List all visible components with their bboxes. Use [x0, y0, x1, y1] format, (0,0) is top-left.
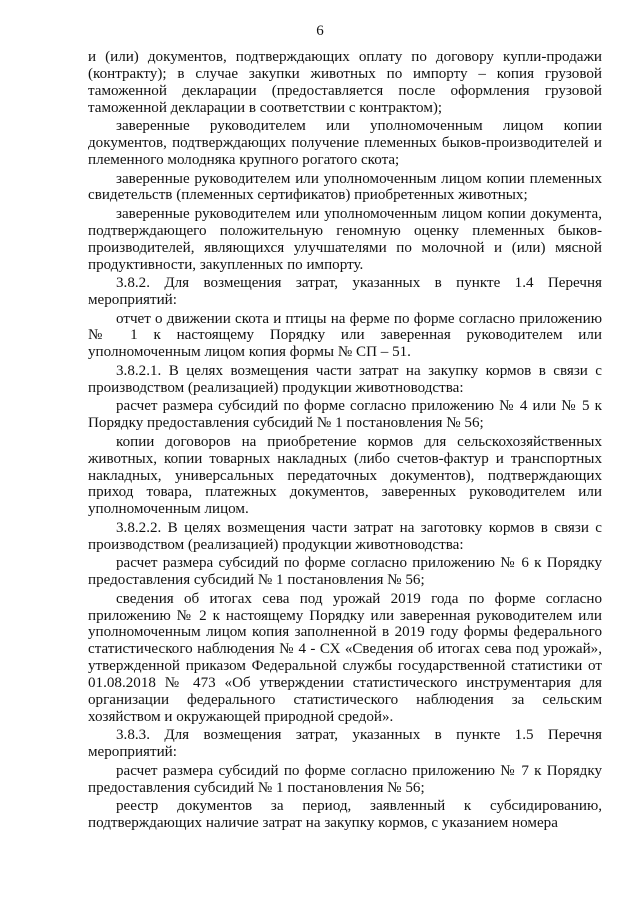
clause-3-8-2: 3.8.2. Для возмещения затрат, указанных в пункте 1.4 Перечня мероприятий: [88, 275, 602, 309]
paragraph: расчет размера субсидий по форме согласно приложению № 7 к Порядку предоставления субсидий № 1 постановления № 56; [88, 762, 602, 796]
paragraph: расчет размера субсидий по форме согласно приложению № 6 к Порядку предоставления субсидий № 1 постановления № 56; [88, 555, 602, 589]
paragraph: копии договоров на приобретение кормов для сельскохозяйственных животных, копии товарных накладных (либо счетов-фактур и транспортных накладных, универсальных передаточных документов), подтверждающих приход товара, платежных документов, заверенных руководителем или уполномоченным лицом. [88, 433, 602, 518]
paragraph: сведения об итогах сева под урожай 2019 года по форме согласно приложению № 2 к настоящему Порядку или заверенная руководителем или уполномоченным лицом копия заполненной в 2019 году формы федерального статистического наблюдения № 4 - СХ «Сведения об итогах сева под урожай», утвержденной приказом Федеральной службы государственной статистики от 01.08.2018 № 473 «Об утверждении статистического инструментария для организации федерального статистического наблюдения за сельским хозяйством и окружающей природной средой». [88, 590, 602, 725]
paragraph: заверенные руководителем или уполномоченным лицом копии документа, подтверждающего положительную геномную оценку племенных быков-производителей, являющихся улучшателями по молочной и (или) мясной продуктивности, закупленных по импорту. [88, 205, 602, 273]
page-number: 6 [316, 23, 324, 39]
paragraph: реестр документов за период, заявленный к субсидированию, подтверждающих наличие затрат на закупку кормов, с указанием номера [88, 798, 602, 832]
paragraph: заверенные руководителем или уполномоченным лицом копии племенных свидетельств (племенных сертификатов) приобретенных животных; [88, 170, 602, 204]
paragraph: заверенные руководителем или уполномоченным лицом копии документов, подтверждающих получение племенных быков-производителей и племенного молодняка крупного рогатого скота; [88, 118, 602, 169]
clause-3-8-3: 3.8.3. Для возмещения затрат, указанных в пункте 1.5 Перечня мероприятий: [88, 727, 602, 761]
clause-3-8-2-2: 3.8.2.2. В целях возмещения части затрат на заготовку кормов в связи с производством (реализацией) продукции животноводства: [88, 519, 602, 553]
paragraph: отчет о движении скота и птицы на ферме по форме согласно приложению № 1 к настоящему Порядку или заверенная руководителем или уполномоченным лицом копия формы № СП – 51. [88, 310, 602, 361]
paragraph: расчет размера субсидий по форме согласно приложению № 4 или № 5 к Порядку предоставления субсидий № 1 постановления № 56; [88, 398, 602, 432]
document-body [88, 49, 602, 834]
paragraph-continuation: и (или) документов, подтверждающих оплату по договору купли-продажи (контракту); в случае закупки животных по импорту – копия грузовой таможенной декларации (предоставляется после оформления грузовой таможенной декларации в соответствии с контрактом); [88, 49, 602, 116]
clause-3-8-2-1: 3.8.2.1. В целях возмещения части затрат на закупку кормов в связи с производством (реализацией) продукции животноводства: [88, 362, 602, 396]
